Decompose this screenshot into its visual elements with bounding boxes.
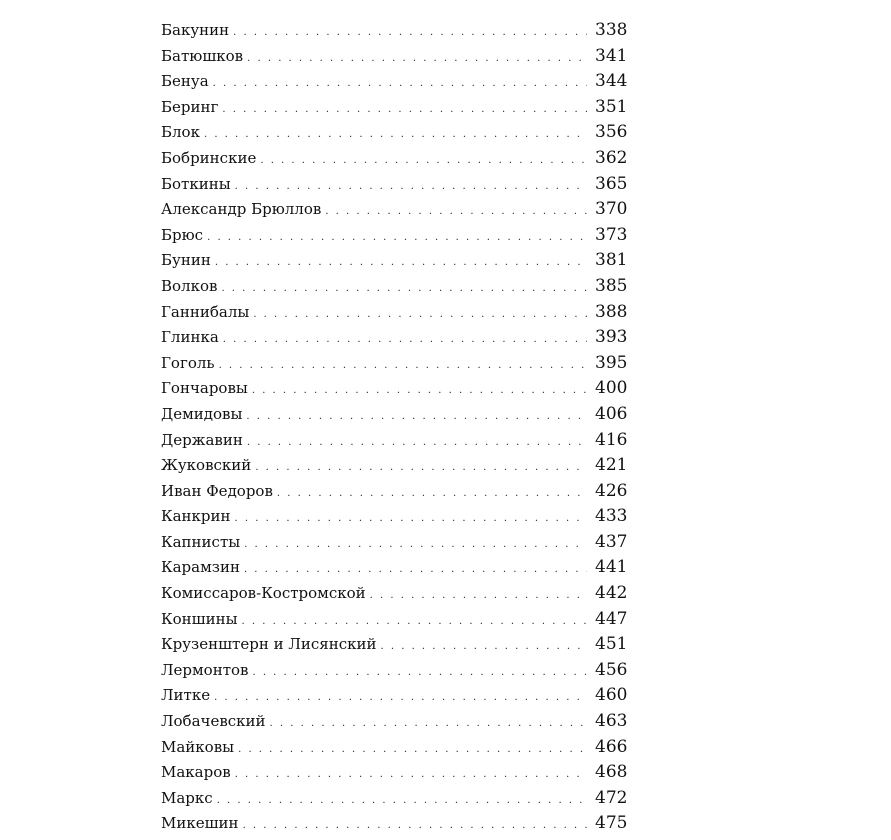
dot-leader	[204, 122, 587, 148]
entry-page-number: 344	[595, 71, 628, 92]
entry-name: Гоголь	[161, 353, 215, 372]
entry-name: Капнисты	[161, 532, 241, 551]
entry-name: Карамзин	[161, 558, 240, 577]
toc-entry[interactable]	[161, 274, 631, 300]
entry-page-number: 472	[595, 787, 628, 808]
dot-leader	[242, 609, 587, 635]
entry-name: Микешин	[161, 814, 239, 833]
toc-entry[interactable]	[161, 709, 631, 735]
entry-page-number: 475	[595, 813, 628, 834]
toc-entry[interactable]	[161, 69, 631, 95]
entry-name: Демидовы	[161, 404, 243, 423]
entry-name: Коншины	[161, 609, 238, 628]
dot-leader	[215, 250, 587, 276]
dot-leader	[243, 813, 587, 839]
entry-name: Лермонтов	[161, 660, 249, 679]
entry-name: Бобринские	[161, 148, 257, 167]
dot-leader	[207, 225, 587, 251]
entry-page-number: 365	[595, 173, 628, 194]
toc-entry[interactable]	[161, 376, 631, 402]
entry-name: Бунин	[161, 251, 211, 270]
entry-name: Батюшков	[161, 46, 244, 65]
entry-page-number: 460	[595, 685, 628, 706]
entry-name: Бакунин	[161, 21, 230, 39]
entry-page-number: 341	[595, 45, 628, 66]
toc-entry[interactable]	[161, 18, 631, 44]
entry-name: Ганнибалы	[161, 302, 250, 321]
toc-entry[interactable]	[161, 146, 631, 172]
dot-leader	[247, 430, 587, 456]
entry-page-number: 381	[595, 250, 628, 271]
toc-entry[interactable]	[161, 453, 631, 479]
toc-entry[interactable]	[161, 735, 631, 761]
toc-entry[interactable]	[161, 402, 631, 428]
dot-leader	[235, 506, 587, 532]
entry-page-number: 393	[595, 327, 628, 348]
entry-name: Макаров	[161, 763, 231, 782]
toc-entry[interactable]	[161, 607, 631, 633]
entry-page-number: 338	[595, 20, 628, 40]
toc-entry[interactable]	[161, 811, 631, 837]
dot-leader	[244, 532, 587, 558]
dot-leader	[217, 788, 587, 814]
dot-leader	[381, 634, 588, 660]
entry-page-number: 421	[595, 455, 628, 476]
entry-page-number: 370	[595, 199, 628, 220]
dot-leader	[235, 762, 587, 788]
toc-entry[interactable]	[161, 325, 631, 351]
entry-page-number: 447	[595, 608, 628, 629]
entry-page-number: 456	[595, 659, 628, 680]
entry-page-number: 433	[595, 506, 628, 527]
dot-leader	[260, 148, 587, 174]
toc-entry[interactable]	[161, 581, 631, 607]
dot-leader	[221, 276, 587, 302]
entry-page-number: 466	[595, 736, 628, 757]
toc-entry[interactable]	[161, 555, 631, 581]
dot-leader	[223, 327, 587, 353]
entry-page-number: 395	[595, 352, 628, 373]
dot-leader	[247, 46, 587, 72]
dot-leader	[246, 404, 587, 430]
entry-name: Беринг	[161, 97, 219, 116]
dot-leader	[255, 455, 587, 481]
entry-page-number: 373	[595, 224, 628, 245]
entry-name: Маркс	[161, 788, 213, 807]
toc-entry[interactable]	[161, 248, 631, 274]
entry-name: Державин	[161, 430, 243, 449]
dot-leader	[325, 199, 587, 225]
dot-leader	[213, 71, 587, 97]
toc-entry[interactable]	[161, 172, 631, 198]
entry-name: Брюс	[161, 225, 204, 244]
dot-leader	[270, 711, 587, 737]
entry-name: Лобачевский	[161, 712, 266, 731]
toc-entry[interactable]	[161, 351, 631, 377]
toc-entry[interactable]	[161, 683, 631, 709]
entry-name: Гончаровы	[161, 379, 248, 398]
entry-page-number: 463	[595, 711, 628, 732]
toc-entry[interactable]	[161, 632, 631, 658]
toc-entry[interactable]	[161, 223, 631, 249]
entry-page-number: 441	[595, 557, 628, 578]
entry-page-number: 356	[595, 122, 628, 143]
toc-entry[interactable]	[161, 120, 631, 146]
entry-name: Крузенштерн и Лисянский	[161, 635, 377, 654]
toc-entry[interactable]	[161, 504, 631, 530]
dot-leader	[253, 302, 587, 328]
entry-page-number: 416	[595, 429, 628, 450]
entry-name: Майковы	[161, 737, 235, 756]
entry-name: Бенуа	[161, 72, 209, 91]
entry-page-number: 362	[595, 147, 628, 168]
dot-leader	[277, 481, 587, 507]
toc-entry[interactable]	[161, 95, 631, 121]
entry-page-number: 406	[595, 403, 628, 424]
dot-leader	[252, 660, 587, 686]
dot-leader	[235, 174, 587, 200]
entry-page-number: 442	[595, 583, 628, 604]
entry-name: Блок	[161, 123, 200, 142]
entry-page-number: 400	[595, 378, 628, 399]
table-of-contents	[161, 18, 631, 837]
toc-entry[interactable]	[161, 479, 631, 505]
dot-leader	[219, 353, 587, 379]
entry-page-number: 351	[595, 96, 628, 117]
entry-name: Волков	[161, 276, 218, 295]
toc-entry[interactable]	[161, 658, 631, 684]
dot-leader	[244, 557, 587, 583]
dot-leader	[233, 20, 587, 46]
dot-leader	[238, 737, 587, 763]
toc-entry[interactable]	[161, 44, 631, 70]
entry-name: Жуковский	[161, 456, 252, 475]
dot-leader	[370, 583, 587, 609]
entry-name: Глинка	[161, 328, 219, 347]
entry-name: Комиссаров-Костромской	[161, 584, 366, 603]
toc-entry[interactable]	[161, 530, 631, 556]
toc-entry[interactable]	[161, 428, 631, 454]
entry-page-number: 437	[595, 531, 628, 552]
entry-name: Александр Брюллов	[161, 200, 322, 219]
entry-page-number: 385	[595, 275, 628, 296]
entry-page-number: 388	[595, 301, 628, 322]
entry-name: Иван Федоров	[161, 481, 273, 500]
entry-name: Боткины	[161, 174, 231, 193]
dot-leader	[252, 378, 587, 404]
entry-name: Канкрин	[161, 507, 231, 526]
dot-leader	[214, 685, 587, 711]
entry-page-number: 451	[595, 634, 628, 655]
entry-page-number: 468	[595, 762, 628, 783]
toc-entry[interactable]	[161, 760, 631, 786]
dot-leader	[222, 97, 587, 123]
entry-page-number: 426	[595, 480, 628, 501]
toc-entry[interactable]	[161, 786, 631, 812]
toc-entry[interactable]	[161, 300, 631, 326]
entry-name: Литке	[161, 686, 211, 705]
toc-entry[interactable]	[161, 197, 631, 223]
